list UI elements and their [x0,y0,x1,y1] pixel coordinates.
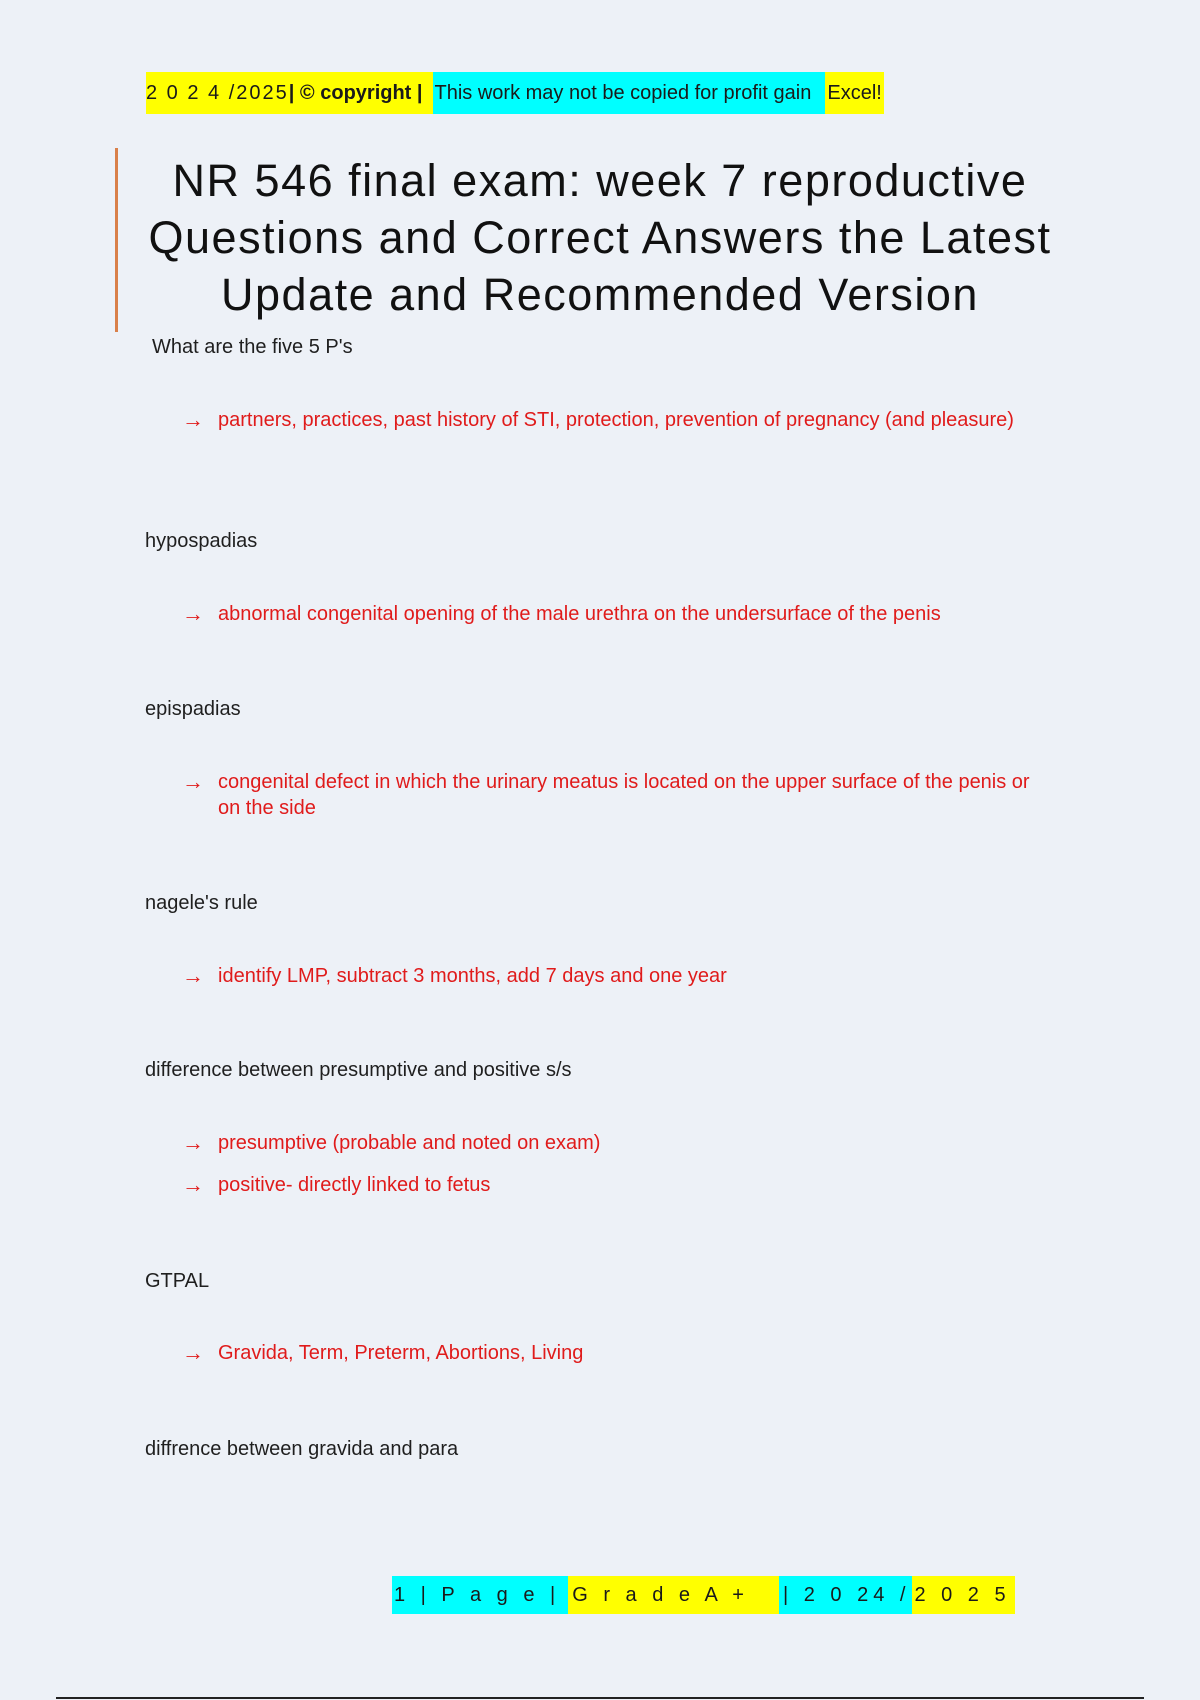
answer-text: identify LMP, subtract 3 months, add 7 days and one year [218,965,727,987]
title-accent-bar [115,148,118,332]
question-7: diffrence between gravida and para [145,1438,459,1460]
arrow-icon: → [182,769,204,794]
answer-text: positive- directly linked to fetus [218,1174,491,1196]
answer-4-1 [182,963,1042,989]
question-3: epispadias [145,698,241,720]
question-4: nagele's rule [145,892,258,914]
footer-page: 1 | P a g e | [392,1576,568,1614]
arrow-icon: → [182,601,204,626]
answer-5-1 [182,1130,1042,1156]
answer-6-1 [182,1340,1042,1366]
arrow-icon: → [182,963,204,988]
header-year: 2 0 2 4 /2025 [146,72,289,114]
header-copyright: | © copyright | [289,72,433,114]
answer-2-1 [182,601,1042,627]
bottom-rule [56,1697,1144,1699]
question-2: hypospadias [145,530,258,552]
header-banner [146,72,884,114]
footer-grade: G r a d e A + [568,1576,779,1614]
arrow-icon: → [182,407,204,432]
answer-text: partners, practices, past history of STI, protection, prevention of pregnancy (and pleasure) [218,409,1014,431]
answer-text: presumptive (probable and noted on exam) [218,1132,601,1154]
arrow-icon: → [182,1340,204,1365]
answer-text: Gravida, Term, Preterm, Abortions, Living [218,1342,584,1364]
answer-text: congenital defect in which the urinary meatus is located on the upper surface of the penis or on the side [218,771,1030,819]
footer-year-part2: 2 0 2 5 [912,1576,1014,1614]
footer-year-part1: | 2 0 24 / [779,1576,912,1614]
page-title: NR 546 final exam: week 7 reproductive Questions and Correct Answers the Latest Update and Recommended Version [148,155,1052,320]
question-6: GTPAL [145,1270,210,1292]
question-5: difference between presumptive and positive s/s [145,1059,572,1081]
header-excel: Excel! [825,72,883,114]
answer-5-2 [182,1172,1042,1198]
arrow-icon: → [182,1172,204,1197]
footer-banner [392,1576,1015,1614]
answer-1-1 [182,407,1042,433]
answer-text: abnormal congenital opening of the male urethra on the undersurface of the penis [218,603,941,625]
arrow-icon: → [182,1130,204,1155]
question-1: What are the five 5 P's [152,336,353,358]
answer-3-1 [182,769,1042,821]
header-notice: This work may not be copied for profit gain [433,72,826,114]
